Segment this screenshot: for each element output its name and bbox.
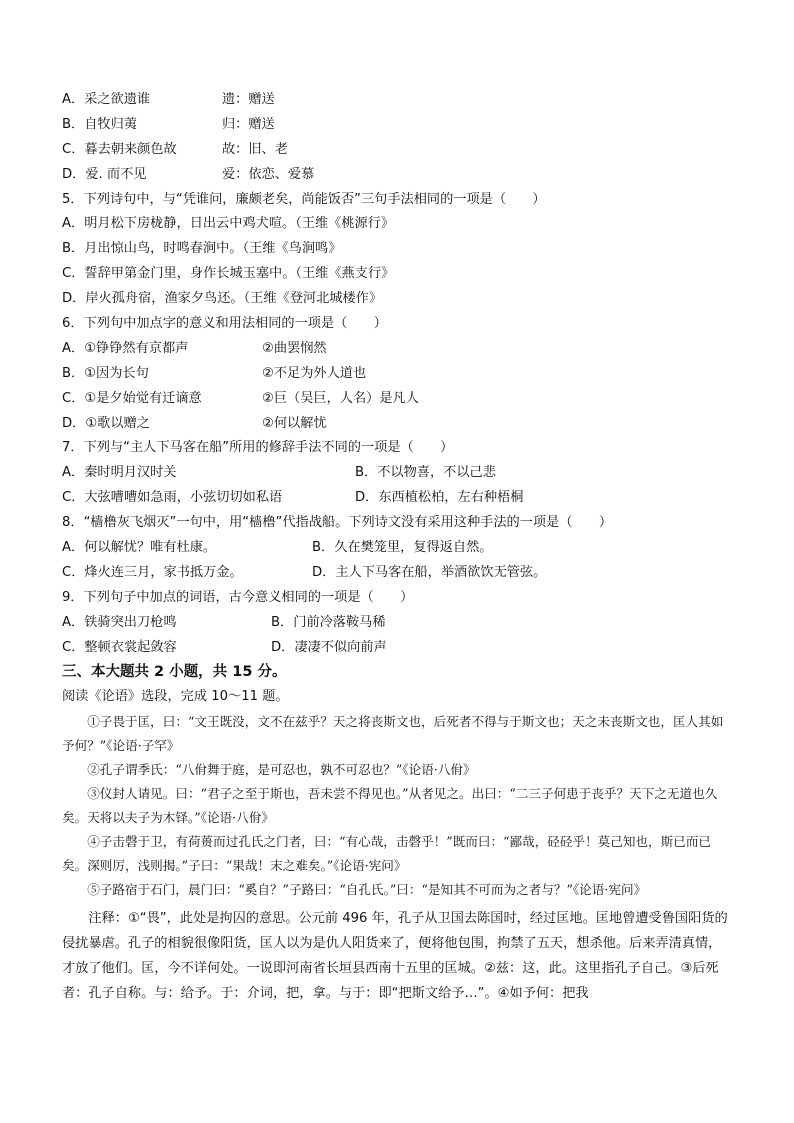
option-text: C．整顿衣裳起敛容 <box>62 639 177 655</box>
option-row <box>62 387 732 412</box>
option-text: B．门前冷落鞍马稀 <box>271 614 386 630</box>
option-text: A．①铮铮然有京都声 <box>62 340 189 356</box>
option-row <box>62 536 732 561</box>
option-text: D．爱. 而不见 <box>62 166 147 182</box>
document-page <box>62 88 732 1006</box>
option-text: C．暮去朝来颜色故 <box>62 141 177 157</box>
question-9 <box>62 586 732 661</box>
option-row <box>62 412 732 437</box>
option-text: ②巨（吴巨，人名）是凡人 <box>262 390 419 406</box>
option-text: ②不足为外人道也 <box>262 365 367 381</box>
option-text: B．月出惊山鸟，时鸣春涧中。（王维《鸟涧鸣》 <box>62 241 342 257</box>
question-stem: 9．下列句子中加点的词语，古今意义相同的一项是（ ） <box>62 589 414 605</box>
option-row <box>62 362 732 387</box>
option-text: C．誓辞甲第金门里，身作长城玉塞中。（王维《燕支行》 <box>62 266 395 282</box>
option-text: D．东西植松柏，左右种梧桐 <box>355 490 524 506</box>
option-text: B．自牧归荑 <box>62 116 137 132</box>
option-text: A．明月松下房栊静，日出云中鸡犬喧。（王维《桃源行》 <box>62 216 395 232</box>
section-heading: 三、本大题共 2 小题，共 15 分。 <box>62 664 287 681</box>
option-row <box>62 561 732 586</box>
classical-passage: ④子击磬于卫，有荷蒉而过孔氏之门者，曰：“有心哉，击磬乎！”既而曰：“鄙哉，硁硁乎！莫己知也，斯已而已矣。深则厉，浅则揭。”子曰：“果哉！末之难矣。”《论语·宪问》 <box>62 834 712 874</box>
question-stem: 8．“樯橹灰飞烟灭”一句中，用“樯橹”代指战船。下列诗文没有采用这种手法的一项是（ ） <box>62 515 613 531</box>
reading-instruction: 阅读《论语》选段，完成 10～11 题。 <box>62 689 289 705</box>
option-text: B．不以物喜，不以己悲 <box>355 465 496 481</box>
option-row <box>62 486 732 511</box>
option-text: A．秦时明月汉时关 <box>62 465 177 481</box>
option-text: A．铁骑突出刀枪鸣 <box>62 614 177 630</box>
option-row <box>62 88 732 113</box>
option-row <box>62 461 732 486</box>
option-text: C．烽火连三月，家书抵万金。 <box>62 564 243 580</box>
option-gloss: 遗：赠送 <box>222 92 275 107</box>
option-text: A．何以解忧？唯有杜康。 <box>62 540 217 556</box>
classical-passage: ⑤子路宿于石门，晨门曰：“奚自？”子路曰：“自孔氏。”曰：“是知其不可而为之者与？”《论语·宪问》 <box>87 882 647 898</box>
option-row <box>62 163 732 188</box>
question-stem: 6．下列句中加点字的意义和用法相同的一项是（ ） <box>62 316 387 332</box>
question-4-options <box>62 88 732 188</box>
option-text: C．大弦嘈嘈如急雨，小弦切切如私语 <box>62 490 283 506</box>
option-text: B．①因为长句 <box>62 365 149 381</box>
classical-passage: ③仪封人请见。曰：“君子之至于斯也，吾未尝不得见也。”从者见之。出曰：“二三子何患于丧乎？天下之无道也久矣。天将以夫子为木铎。”《论语·八佾》 <box>62 786 718 826</box>
option-row <box>62 636 732 661</box>
question-8 <box>62 511 732 586</box>
option-row <box>62 113 732 138</box>
classical-passage: ②孔子谓季氏：“八佾舞于庭，是可忍也，孰不可忍也？”《论语·八佾》 <box>87 762 476 778</box>
option-gloss: 故：旧、老 <box>222 141 288 157</box>
annotation-note: 注释：①“畏”，此处是拘囚的意思。公元前 496 年，孔子从卫国去陈国时，经过匡地。匡地曾遭受鲁国阳货的侵扰暴虐。孔子的相貌很像阳货，匡人以为是仇人阳货来了，便将他包围，拘禁了五天，想杀他。后来弄清真情，才放了他们。匡，今不详何处。一说即河南省长垣县西南十五里的匡城。②兹：这，此。这里指孔子自己。③后死者：孔子自称。与：给予。于：介词，把，拿。与于：即“把斯文给予…”。④如予何：把我 <box>62 911 728 1002</box>
option-gloss: 归：赠送 <box>222 116 275 132</box>
classical-passage: ①子畏于匡，曰：“文王既没，文不在兹乎？天之将丧斯文也，后死者不得与于斯文也；天之未丧斯文也，匡人其如予何？”《论语·子罕》 <box>62 714 724 754</box>
option-text: ②曲罢悯然 <box>262 340 327 356</box>
question-5 <box>62 188 732 312</box>
option-text: D．凄凄不似向前声 <box>271 639 387 655</box>
option-text: B．久在樊笼里，复得返自然。 <box>312 540 493 556</box>
option-text: D．①歌以赠之 <box>62 415 150 431</box>
question-6 <box>62 312 732 436</box>
option-row <box>62 611 732 636</box>
option-text: A．采之欲遗谁 <box>62 92 151 107</box>
option-gloss: 爱：依恋、爱慕 <box>222 166 315 182</box>
question-stem: 7．下列与“主人下马客在船”所用的修辞手法不同的一项是（ ） <box>62 440 454 456</box>
option-text: C．①是夕始觉有迁谪意 <box>62 390 202 406</box>
option-row <box>62 337 732 362</box>
section-3 <box>62 660 732 1006</box>
question-7 <box>62 436 732 511</box>
option-text: D．主人下马客在船，举酒欲饮无管弦。 <box>312 564 547 580</box>
option-row <box>62 138 732 163</box>
option-text: D．岸火孤舟宿，渔家夕鸟还。（王维《登河北城楼作》 <box>62 291 383 307</box>
option-text: ②何以解忧 <box>262 415 327 431</box>
question-stem: 5．下列诗句中，与“凭谁问，廉颇老矣，尚能饭否”三句手法相同的一项是（ ） <box>62 191 546 207</box>
